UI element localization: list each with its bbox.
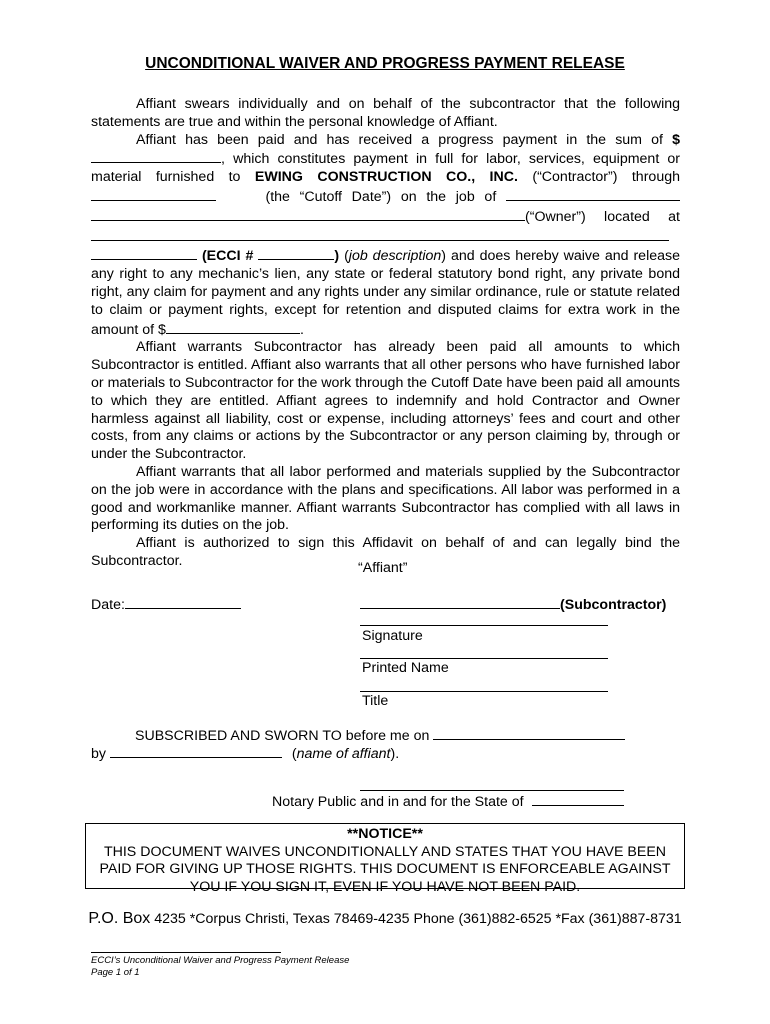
title-label: Title [362,693,389,709]
disputed-amount-blank[interactable] [166,320,300,334]
notice-box [85,823,685,895]
notary-signature-line[interactable] [360,790,624,791]
paragraph-intro: Affiant swears individually and on behalf of the subcontractor that the following statements are true and within the personal knowledge of Affiant. [91,96,680,130]
notice-line-2: PAID FOR GIVING UP THOSE RIGHTS. THIS DOCUMENT IS ENFORCEABLE AGAINST [99,861,671,877]
document-body [91,96,680,571]
name-of-affiant-label: name of affiant [296,746,391,762]
company-address: P.O. Box 4235 *Corpus Christi, Texas 78469-4235 Phone (361)882-6525 *Fax (361)887-8731 [88,910,682,927]
page-footer [91,955,349,979]
sworn-row: SUBSCRIBED AND SWORN TO before me on [135,726,625,744]
document-title: UNCONDITIONAL WAIVER AND PROGRESS PAYMENT RELEASE [145,55,625,72]
payment-dollar-sign: $ [672,131,680,148]
state-blank[interactable] [532,792,624,806]
sworn-date-blank[interactable] [433,726,625,740]
affiant-name-blank[interactable] [110,744,282,758]
located-at-blank[interactable] [91,227,669,241]
owner-blank[interactable] [91,207,525,221]
paragraph-warrants-work: Affiant warrants that all labor performed and materials supplied by the Subcontractor on the job were in accordance with the plans and specifications. All labor was performed in a good and workmanlike manner. Affiant warrants Subcontractor has complied with all laws in performing its duties on the job. [91,463,680,534]
owner-label: (“Owner”) [525,208,586,225]
payment-amount-blank[interactable] [91,149,221,163]
notice-line-3: YOU IF YOU SIGN IT, EVEN IF YOU HAVE NOT BEEN PAID. [189,878,581,895]
footer-doc-title: ECCI’s Unconditional Waiver and Progress Payment Release [91,955,350,966]
date-row [91,595,241,613]
footer-divider [91,952,281,953]
affiant-label: “Affiant” [358,560,408,576]
by-row: by (name of affiant). [91,746,400,762]
date-label: Date: [91,597,125,613]
subcontractor-row [360,595,666,613]
through-date-blank[interactable] [91,187,216,201]
notice-heading: **NOTICE** [347,826,423,842]
job-description-label: job description [348,248,442,265]
paragraph-authorized: Affiant is authorized to sign this Affidavit on behalf of and can legally bind the Subcontractor. [91,535,680,569]
title-line[interactable] [360,691,608,692]
date-blank[interactable] [125,595,241,609]
contractor-name: EWING CONSTRUCTION CO., INC. [254,169,518,186]
job-of-blank[interactable] [506,187,680,201]
ecci-number-blank[interactable] [258,246,334,260]
signature-label: Signature [362,628,423,644]
notary-row: Notary Public and in and for the State of [272,792,624,810]
ecci-prefix-blank[interactable] [91,246,197,260]
paragraph-warrants-paid: Affiant warrants Subcontractor has already been paid all amounts to which Subcontractor is entitled. Affiant also warrants that all other persons who have furnished labor or materials to Subcontractor for the work through the Cutoff Date have been paid all amounts to which they are entitled. Affiant agrees to indemnify and hold Contractor and Owner harmless against all liability, cost or expense, including attorneys’ fees and court and other costs, from any claims or actions by the Subcontractor or any person claiming by, through or under the Subcontractor. [91,339,680,463]
subcontractor-blank[interactable] [360,595,560,609]
footer-page-number: Page 1 of 1 [91,967,140,978]
printed-name-line[interactable] [360,658,608,659]
printed-name-label: Printed Name [362,660,449,676]
paragraph-payment: Affiant has been paid and has received a progress payment in the sum of $, which constitutes payment in full for labor, services, equipment or material furnished to EWING CONSTRUCTION CO., INC. (“Contractor”) through (the “Cutoff Date”) on the job of (“Owner”) located at (ECCI # ) (job description) and does hereby waive and release any right to any mechanic’s lien, any state or federal statutory bond right, any private bond right, any claim for payment and any rights under any similar ordinance, rule or statute related to claim or payment rights, except for retention and disputed claims for extra work in the amount of $ . [91,131,680,338]
notice-line-1: THIS DOCUMENT WAIVES UNCONDITIONALLY AND STATES THAT YOU HAVE BEEN [103,843,667,860]
signature-line[interactable] [360,625,608,626]
subcontractor-label: (Subcontractor) [560,597,667,613]
